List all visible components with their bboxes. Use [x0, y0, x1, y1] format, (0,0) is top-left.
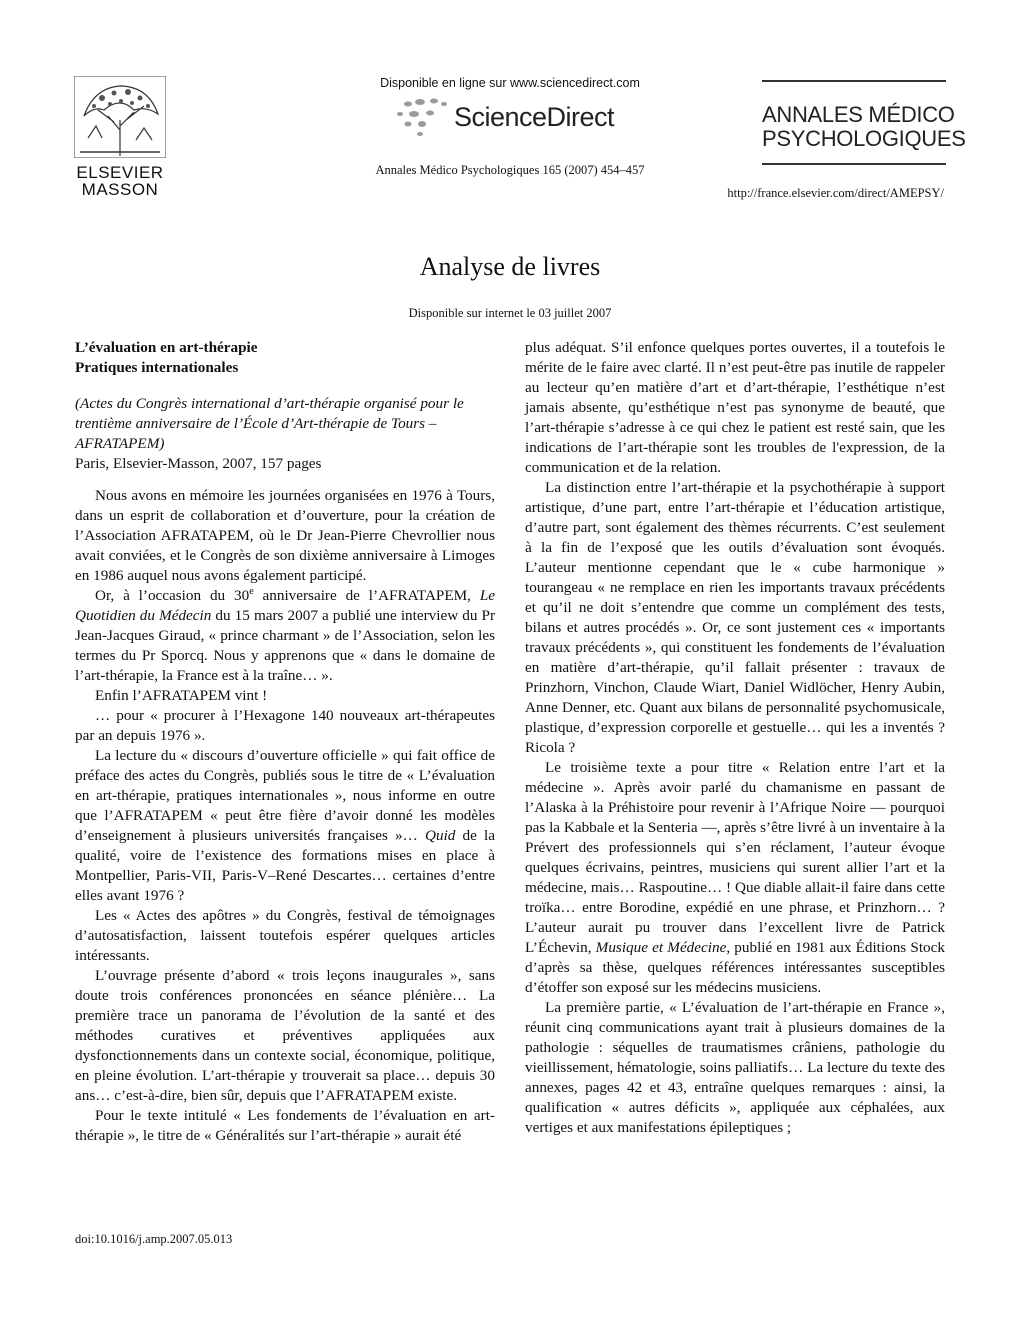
paragraph: plus adéquat. S’il enfonce quelques portes ouvertes, il a toutefois le mérite de le faire avec clarté. Il n’est peut-être pas inutile de rappeler au lecteur qu’en matière d’art et d’art-thérapie, l’esthétique n’est jamais absente, qu’esthétique n’est pas synonyme de beauté, que l’art-thérapie s’adresse à ce qui chez le patient est resté sain, que les indications de l’art-thérapie sont les troubles de l'expression, de la communication et de la relation.: [525, 339, 945, 476]
paragraph: La lecture du « discours d’ouverture officielle » qui fait office de préface des actes du Congrès, publiés sous le titre de « L’évaluation en art-thérapie, pratiques internationales », nous informe en outre que l’AFRATAPEM « peut être fière d’avoir donné les modèles d’enseignement à plusieurs universités françaises »… Quid de la qualité, voire de l’existence des formations mises en place à Montpellier, Paris-VII, Paris-V–René Descartes… certaines d’entre elles avant 1976 ?: [75, 747, 496, 904]
paragraph: L’ouvrage présente d’abord « trois leçons inaugurales », sans doute trois conférences prononcées en séance plénière… La première trace un panorama de l’évolution de la santé et des méthodes curatives et préventives appliquées aux dysfonctionnements dans un contexte social, économique, politique, en pleine évolution. L’art-thérapie y trouverait sa place… depuis 30 ans… c’est-à-dire, bien sûr, depuis que l’AFRATAPEM existe.: [75, 967, 495, 1104]
paragraph: Enfin l’AFRATAPEM vint !: [95, 687, 268, 704]
book-title-line2: Pratiques internationales: [75, 359, 239, 376]
book-subtitle: (Actes du Congrès international d’art-thérapie organisé pour le trentième anniversaire de l’École d’Art-thérapie de Tours – AFRATAPEM): [75, 395, 464, 452]
sciencedirect-logo: [394, 96, 634, 140]
journal-title-line2: PSYCHOLOGIQUES: [762, 126, 966, 151]
right-column: [525, 338, 945, 1138]
paragraph: Les « Actes des apôtres » du Congrès, festival de témoignages d’autosatisfaction, laissent toutefois espérer quelques articles intéressants.: [75, 907, 495, 964]
journal-rule-bottom: [762, 163, 946, 165]
journal-title-line1: ANNALES MÉDICO: [762, 102, 955, 127]
paragraph: Nous avons en mémoire les journées organisées en 1976 à Tours, dans un esprit de collaboration et d’ouverture, pour la création de l’Association AFRATAPEM, où le Dr Jean-Pierre Chevrollier nous avait conviées, et le Congrès de son dixième anniversaire à Limoges en 1986 auquel nous avons également participé.: [75, 487, 495, 584]
journal-citation: Annales Médico Psychologiques 165 (2007) 454–457: [375, 163, 645, 177]
sciencedirect-dots-icon: [394, 96, 452, 140]
paragraph: Or, à l’occasion du 30e anniversaire de l’AFRATAPEM, Le Quotidien du Médecin du 15 mars 2007 a publié une interview du Pr Jean-Jacques Giraud, « prince charmant » de l’Association, selon les termes du Pr Sporcq. Nous y apprenons que « dans le domaine de l’art-thérapie, la France est à la traîne… ».: [75, 585, 495, 684]
publisher-name-line1: ELSEVIER: [76, 163, 164, 182]
sciencedirect-name: ScienceDirect: [454, 102, 615, 132]
book-publication: Paris, Elsevier-Masson, 2007, 157 pages: [75, 455, 322, 472]
section-title: Analyse de livres: [419, 252, 601, 281]
publisher-name-line2: MASSON: [81, 180, 159, 199]
journal-title: [762, 102, 966, 151]
journal-rule-top: [762, 80, 946, 82]
paragraph: Pour le texte intitulé « Les fondements de l’évaluation en art-thérapie », le titre de « Généralités sur l’art-thérapie » aurait été: [75, 1107, 495, 1144]
publisher-logo: [74, 76, 166, 198]
left-column: [75, 338, 495, 1146]
sciencedirect-availability: Disponible en ligne sur www.sciencedirect.com: [380, 76, 640, 90]
elsevier-tree-icon: [74, 76, 166, 158]
paragraph: La distinction entre l’art-thérapie et la psychothérapie à support artistique, d’une part, entre l’art-thérapie et l’éducation artistique, d’autre part, sont également des thèmes récurrents. C’est seulement à la fin de l’exposé que les outils d’évaluation sont évoqués. L’auteur mentionne cependant que le « cube harmonique » tourangeau « ne remplace en rien les importants travaux précédents et qu’il ne doit s’entendre que comme un complément des tests, bilans et autres procédés ». Or, ce sont justement ces « importants travaux précédents », qui constituent les fondements de l’évaluation en matière d’art-thérapie, qu’il fallait présenter : travaux de Prinzhorn, Vinchon, Claude Wiart, Daniel Widlöcher, Henry Aubin, Anne Denner, etc. Quant aux bilans de personnalité psychomusicale, plastique, d’expression corporelle et gestuelle… qui les a inventés ? Ricola ?: [525, 479, 945, 756]
paragraph: … pour « procurer à l’Hexagone 140 nouveaux art-thérapeutes par an depuis 1976 ».: [75, 707, 495, 744]
doi[interactable]: doi:10.1016/j.amp.2007.05.013: [75, 1232, 233, 1246]
paragraph: Le troisième texte a pour titre « Relation entre l’art et la médecine ». Après avoir parlé du chamanisme en passant de l’Alaska à la Préhistoire pour revenir à l’Afrique Noire — pourquoi pas la Kabbale et la Senteria —, après s’être livré à un inventaire à la Prévert des professionnels qui s’en réclament, l’auteur évoque quelques écrivains, peintres, musiciens qui surent allier l’art et la médecine, mais… Raspoutine… ! Que diable allait-il faire dans cette troïka… entre Borodine, expédié en une phrase, et Prinzhorn… ? L’auteur aurait pu trouver dans l’excellent livre de Patrick L’Échevin, Musique et Médecine, publié en 1981 aux Éditions Stock d’après sa thèse, quelques références intéressantes susceptibles d’étoffer son exposé sur les médecins musiciens.: [525, 759, 945, 996]
online-availability-date: Disponible sur internet le 03 juillet 2007: [408, 306, 612, 320]
journal-url[interactable]: http://france.elsevier.com/direct/AMEPSY/: [727, 186, 944, 200]
book-title-line1: L’évaluation en art-thérapie: [75, 339, 258, 356]
paragraph: La première partie, « L’évaluation de l’art-thérapie en France », réunit cinq communications ayant trait à plusieurs domaines de la pathologie : séquelles de traumatismes crâniens, pathologie du vieillissement, hématologie, soins palliatifs… La lecture du texte des annexes, pages 42 et 43, entraîne quelques remarques : ainsi, la qualification « autres déficits », appliquée aux céphalées, aux vertiges et aux manifestations épileptiques ;: [525, 999, 945, 1136]
